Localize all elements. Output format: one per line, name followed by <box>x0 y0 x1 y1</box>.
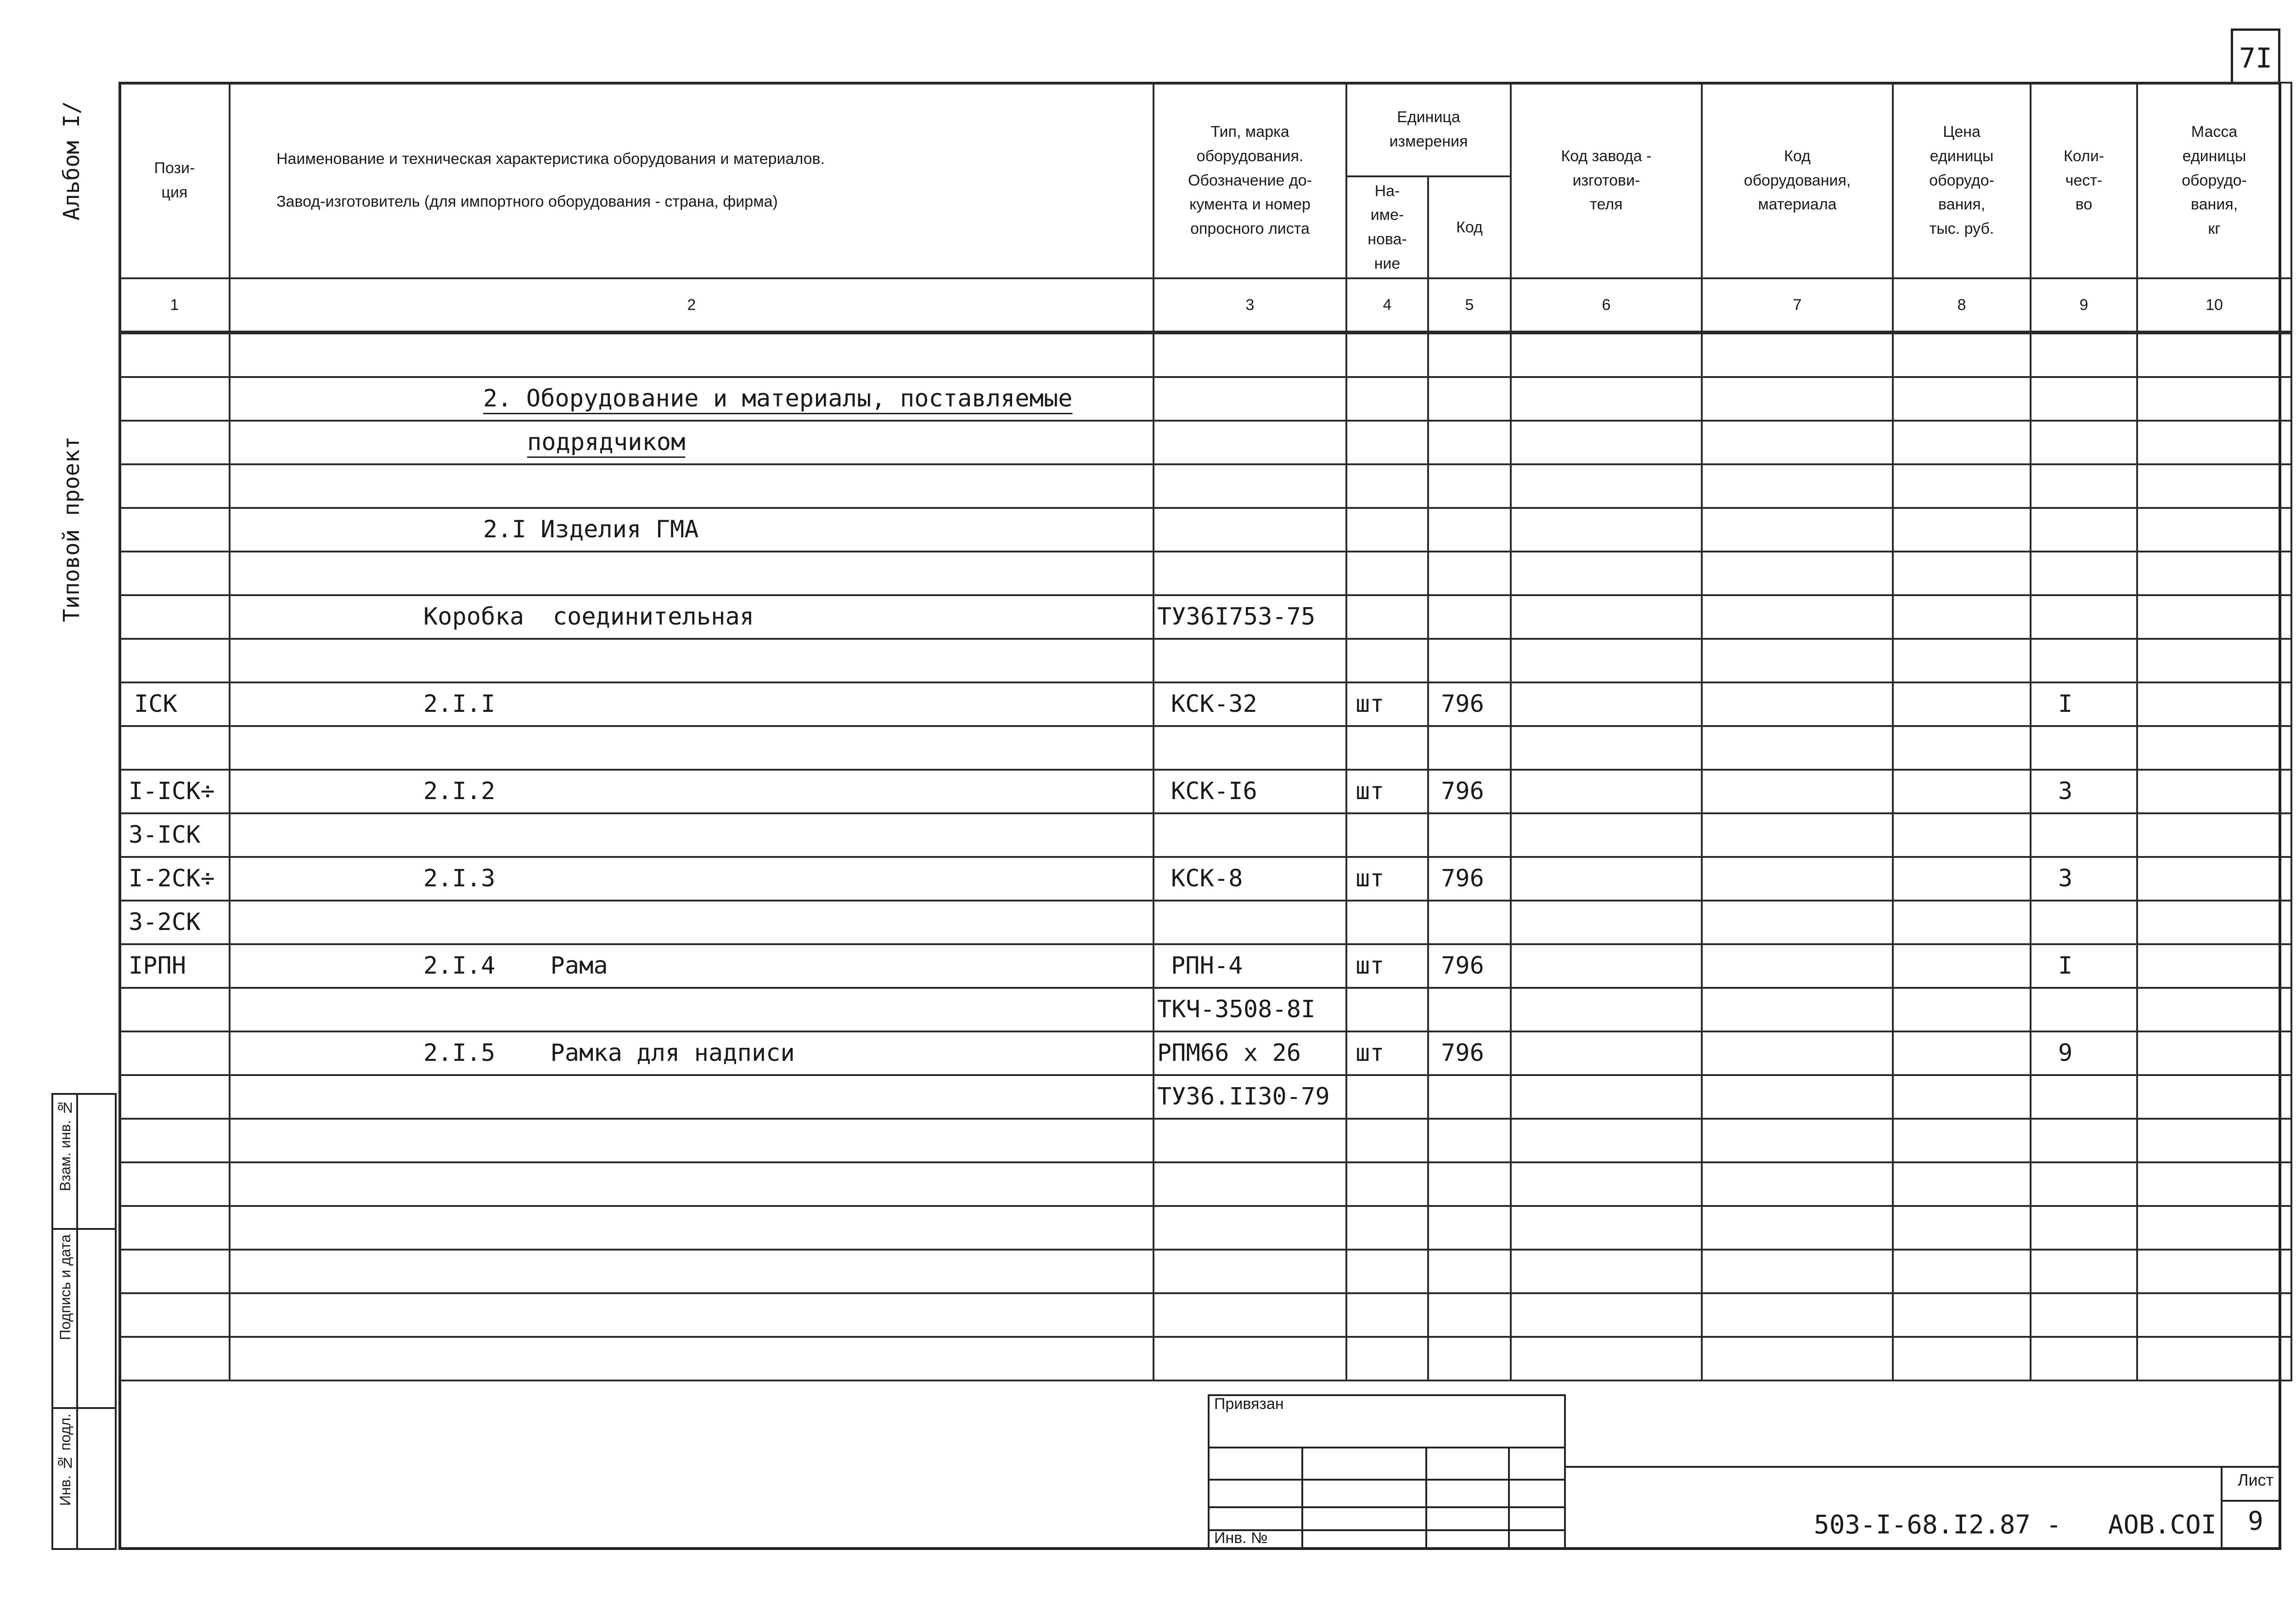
cell-unit: шт <box>1346 944 1428 988</box>
cell-unit: шт <box>1346 682 1428 726</box>
table-row <box>119 377 2291 421</box>
cell-unit-code: 796 <box>1428 857 1511 901</box>
header-plant-code: Код завода - изготови- теля <box>1511 83 1702 278</box>
cell-name <box>230 944 1154 988</box>
section-title: 2. Оборудование и материалы, поставляемые <box>483 385 1073 412</box>
cell-quantity: 3 <box>2031 857 2137 901</box>
group-doc: ТУ36I753-75 <box>1154 595 1346 639</box>
header-position: Пози- ция <box>119 83 230 278</box>
cell-unit-code: 796 <box>1428 682 1511 726</box>
cell-type: КСК-I6 <box>1154 770 1346 813</box>
header-unit-name: На- име- нова- ние <box>1346 176 1428 278</box>
table-row <box>119 595 2291 639</box>
section-title-cont: подрядчиком <box>527 428 686 456</box>
cell-position: 3-2CK <box>119 901 230 944</box>
cell-quantity: I <box>2031 682 2137 726</box>
cell-unit: шт <box>1346 857 1428 901</box>
cell-unit: шт <box>1346 1031 1428 1075</box>
column-number: 5 <box>1428 278 1511 332</box>
cell-type: КСК-8 <box>1154 857 1346 901</box>
header-name-line2: Завод-изготовитель (для импортного оборудования - страна, фирма) <box>276 193 778 210</box>
table-row <box>119 1075 2291 1119</box>
stamp-replacement-label: Взам. инв. № <box>57 1099 73 1191</box>
cell-position: 3-ICK <box>119 813 230 857</box>
cell-unit-code: 796 <box>1428 770 1511 813</box>
header-quantity: Коли- чест- во <box>2031 83 2137 278</box>
column-number: 3 <box>1154 278 1346 332</box>
cell-position: I-ICK÷ <box>119 770 230 813</box>
cell-quantity: 3 <box>2031 770 2137 813</box>
table-row <box>119 421 2291 464</box>
cell-name-number: 2.I.4 <box>423 952 495 980</box>
table-row <box>119 1031 2291 1075</box>
stamp-cell-signature <box>53 1228 115 1407</box>
table-row <box>119 1206 2291 1250</box>
cell-type: РПМ66 x 26 <box>1154 1031 1346 1075</box>
cell-type: РПН-4 <box>1154 944 1346 988</box>
table-row <box>119 813 2291 857</box>
stamp-cell-replacement <box>53 1095 115 1228</box>
column-number: 2 <box>230 278 1154 332</box>
binding-label: Привязан <box>1214 1395 1284 1413</box>
cell-quantity: 9 <box>2031 1031 2137 1075</box>
subsection-title: 2.I Изделия ГМА <box>230 508 1154 552</box>
cell-name: 2.I.I <box>230 682 1154 726</box>
cell-unit-code: 796 <box>1428 944 1511 988</box>
column-number: 4 <box>1346 278 1428 332</box>
cell-position: I-2CK÷ <box>119 857 230 901</box>
column-number: 10 <box>2137 278 2291 332</box>
cell-name: 2.I.3 <box>230 857 1154 901</box>
side-stamp <box>51 1093 117 1550</box>
cell-type: КСК-32 <box>1154 682 1346 726</box>
header-equipment-code: Код оборудования, материала <box>1702 83 1893 278</box>
header-name-line1: Наименование и техническая характеристика оборудования и материалов. <box>276 150 825 168</box>
cell-position: IPПН <box>119 944 230 988</box>
table-row <box>119 464 2291 508</box>
cell-name-number: 2.I.5 <box>423 1039 495 1067</box>
binding-stamp <box>1208 1394 1566 1550</box>
title-block-divider <box>1566 1466 2281 1468</box>
table-row <box>119 857 2291 901</box>
cell-name <box>230 1031 1154 1075</box>
column-number: 8 <box>1893 278 2031 332</box>
cell-name-title: Рамка для надписи <box>550 1039 795 1067</box>
table-row <box>119 332 2291 377</box>
stamp-cell-inventory <box>53 1407 115 1550</box>
table-row <box>119 726 2291 770</box>
table-row <box>119 682 2291 726</box>
sheet-number: 9 <box>2248 1506 2263 1536</box>
table-row <box>119 770 2291 813</box>
table-row <box>119 1250 2291 1293</box>
cell-name-title: Рама <box>550 952 608 980</box>
album-label: Альбом I/ <box>59 101 84 221</box>
table-row <box>119 508 2291 552</box>
binding-inventory-label: Инв. № <box>1214 1529 1268 1547</box>
cell-unit: шт <box>1346 770 1428 813</box>
column-number: 7 <box>1702 278 1893 332</box>
table-row <box>119 639 2291 682</box>
table-row <box>119 1162 2291 1206</box>
table-row <box>119 901 2291 944</box>
page-number-box <box>2231 28 2280 84</box>
table-row <box>119 988 2291 1031</box>
column-number: 6 <box>1511 278 1702 332</box>
column-number: 1 <box>119 278 230 332</box>
cell-name: 2.I.2 <box>230 770 1154 813</box>
document-code: 503-I-68.I2.87 - АОВ.СОI <box>1814 1510 2217 1540</box>
column-number: 9 <box>2031 278 2137 332</box>
table-row <box>119 552 2291 595</box>
sheet-label: Лист <box>2237 1470 2274 1489</box>
table-row <box>119 1337 2291 1380</box>
cell-position: ICK <box>119 682 230 726</box>
cell-type: ТКЧ-3508-8I <box>1154 988 1346 1031</box>
table-row <box>119 1293 2291 1337</box>
stamp-signature-label: Подпись и дата <box>57 1234 73 1341</box>
cell-unit-code: 796 <box>1428 1031 1511 1075</box>
header-unit-code: Код <box>1428 176 1511 278</box>
group-name: Коробка соединительная <box>230 595 1154 639</box>
page-number: 7I <box>2239 42 2273 74</box>
cell-type: ТУ36.II30-79 <box>1154 1075 1346 1119</box>
header-price: Цена единицы оборудо- вания, тыс. руб. <box>1893 83 2031 278</box>
stamp-inventory-label: Инв. № подл. <box>57 1414 73 1506</box>
header-unit-group: Единица измерения <box>1346 83 1511 176</box>
specification-table <box>118 82 2292 1381</box>
cell-quantity: I <box>2031 944 2137 988</box>
header-type: Тип, марка оборудования. Обозначение до- кумента и номер опросного листа <box>1154 83 1346 278</box>
project-label: Типовой проект <box>59 436 84 622</box>
header-mass: Масса единицы оборудо- вания, кг <box>2137 83 2291 278</box>
header-name <box>230 83 1154 278</box>
table-row <box>119 944 2291 988</box>
table-row <box>119 1119 2291 1162</box>
